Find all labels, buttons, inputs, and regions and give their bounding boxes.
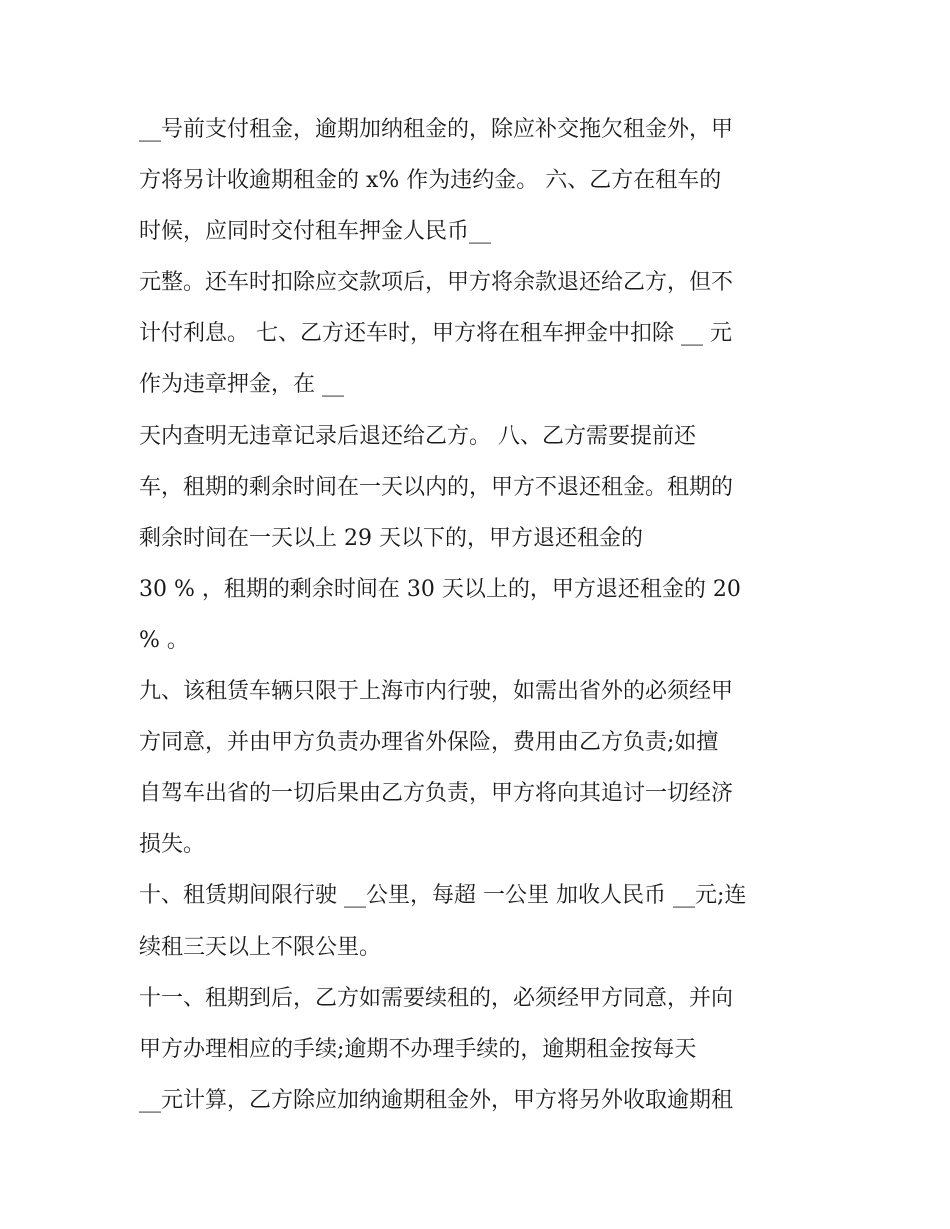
text-line: 计付利息。 七、乙方还车时，甲方将在租车押金中扣除 __ 元 (139, 321, 732, 347)
contract-text-body (139, 104, 819, 1126)
text-line: 方将另计收逾期租金的 x% 作为违约金。 六、乙方在租车的 (139, 168, 722, 194)
text-line: % 。 (139, 627, 189, 653)
text-line: __元计算，乙方除应加纳逾期租金外，甲方将另外收取逾期租 (139, 1087, 734, 1113)
text-line: 续租三天以上不限公里。 (139, 934, 382, 960)
text-line: 自驾车出省的一切后果由乙方负责，甲方将向其追讨一切经济 (139, 781, 734, 807)
text-line: 甲方办理相应的手续;逾期不办理手续的，逾期租金按每天 (139, 1036, 697, 1062)
text-line: 元整。还车时扣除应交款项后，甲方将余款退还给乙方，但不 (139, 270, 734, 296)
text-line: 时候，应同时交付租车押金人民币__ (139, 219, 492, 245)
text-line: __号前支付租金，逾期加纳租金的，除应补交拖欠租金外，甲 (139, 117, 734, 142)
text-line: 30 % ，租期的剩余时间在 30 天以上的，甲方退还租金的 20 (139, 576, 741, 602)
text-line: 剩余时间在一天以上 29 天以下的，甲方退还租金的 (139, 525, 643, 551)
text-line: 方同意，并由甲方负责办理省外保险，费用由乙方负责;如擅 (139, 730, 719, 756)
text-line: 九、该租赁车辆只限于上海市内行驶，如需出省外的必须经甲 (139, 679, 734, 705)
text-line: 十一、租期到后，乙方如需要续租的，必须经甲方同意，并向 (139, 985, 734, 1011)
text-line: 损失。 (139, 832, 206, 858)
text-line: 车，租期的剩余时间在一天以内的，甲方不退还租金。租期的 (139, 474, 734, 500)
text-line: 十、租赁期间限行驶 __公里，每超 一公里 加收人民币 __元;连 (139, 883, 747, 909)
text-line: 作为违章押金，在 __ (139, 372, 344, 398)
text-line: 天内查明无违章记录后退还给乙方。 八、乙方需要提前还 (139, 423, 696, 449)
